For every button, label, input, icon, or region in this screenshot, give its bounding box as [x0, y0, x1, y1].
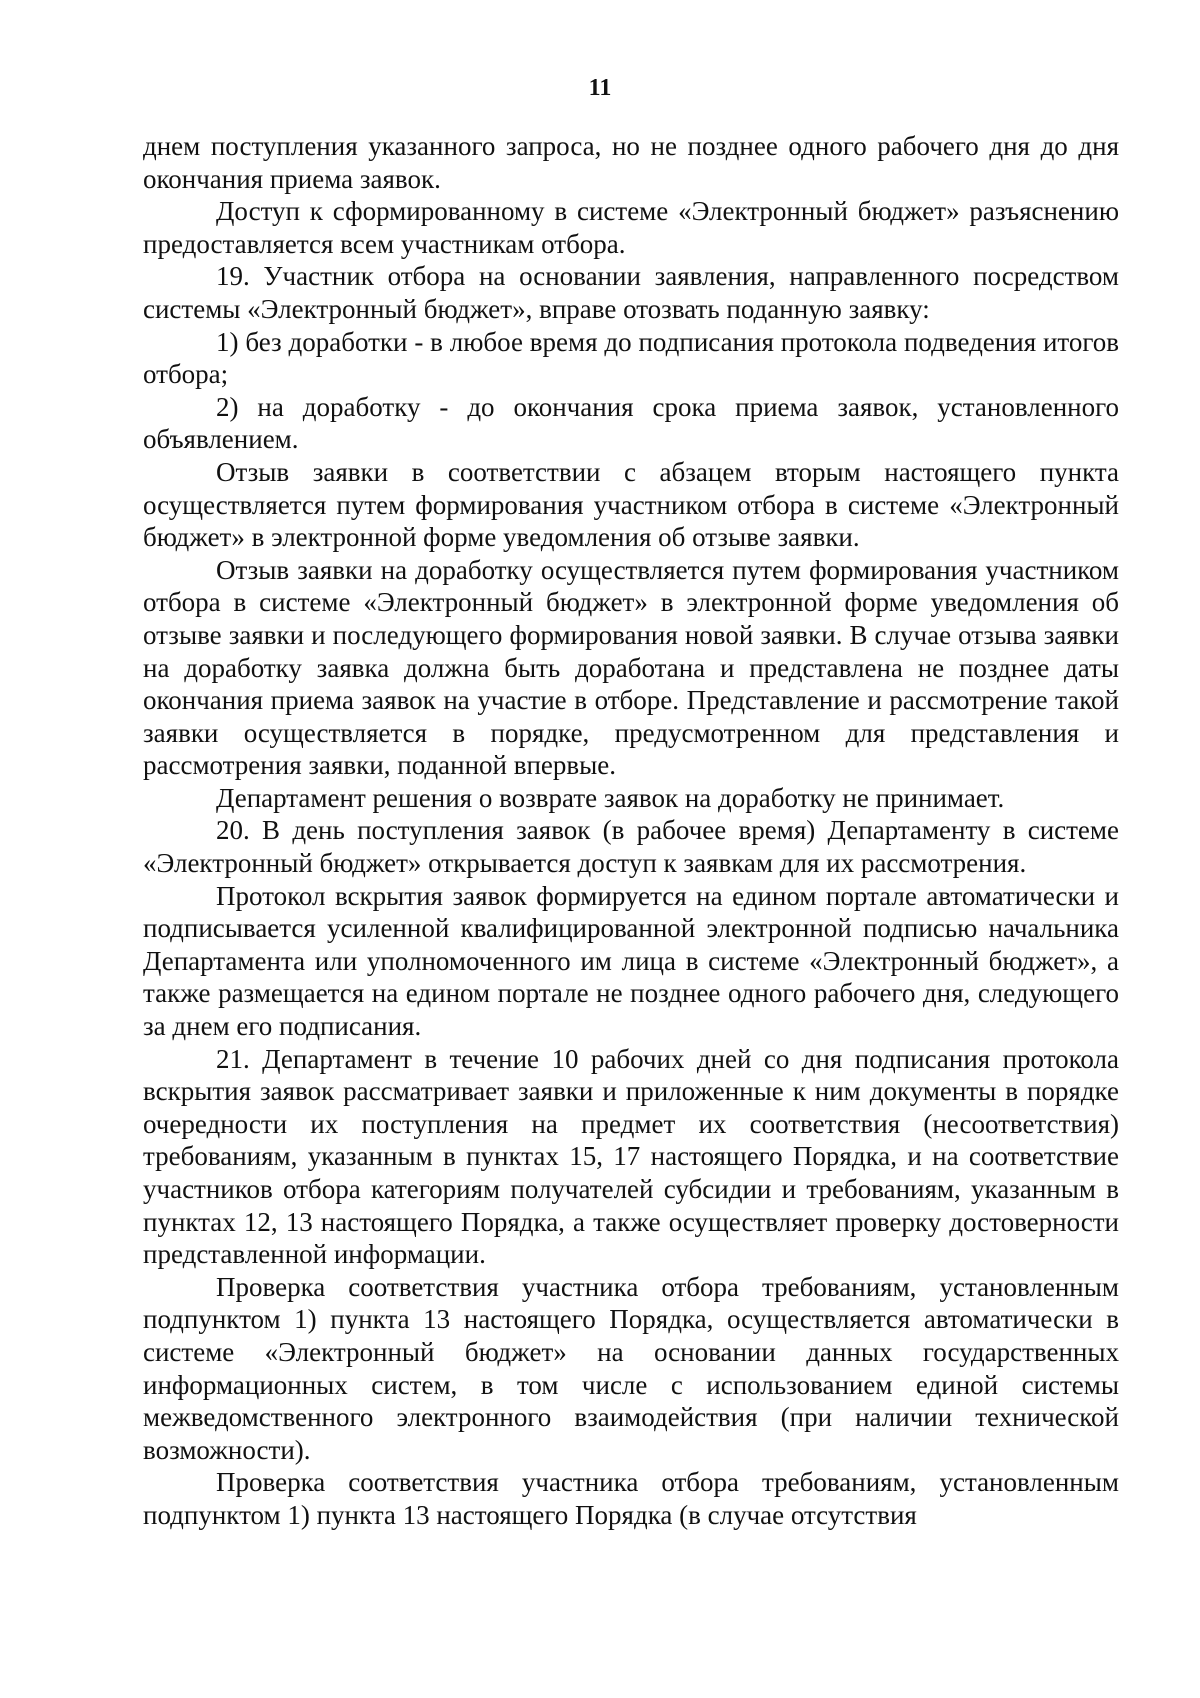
- paragraph-automatic-check: Проверка соответствия участника отбора требованиям, установленным подпунктом 1) пункта 13 настоящего Порядка, осуществляется автоматически в системе «Электронный бюджет» на основании данных государственных информационных систем, в том числе с использованием единой системы межведомственного электронного взаимодействия (при наличии технической возможности).: [143, 1271, 1119, 1465]
- paragraph-subitem-2: 2) на доработку - до окончания срока приема заявок, установленного объявлением.: [143, 391, 1119, 455]
- paragraph-no-return: Департамент решения о возврате заявок на доработку не принимает.: [216, 782, 1005, 813]
- page-number: 11: [588, 75, 612, 101]
- paragraph-item-19: 19. Участник отбора на основании заявления, направленного посредством системы «Электронный бюджет», вправе отозвать поданную заявку:: [143, 261, 1119, 324]
- paragraph-continuation: днем поступления указанного запроса, но не позднее одного рабочего дня до дня окончания приема заявок.: [143, 131, 1119, 194]
- paragraph-subitem-1: 1) без доработки - в любое время до подписания протокола подведения итогов отбора;: [143, 326, 1119, 390]
- paragraph-item-20: 20. В день поступления заявок (в рабочее время) Департаменту в системе «Электронный бюджет» открывается доступ к заявкам для их рассмотрения.: [143, 815, 1119, 879]
- document-body: [143, 130, 1119, 1532]
- paragraph-manual-check: Проверка соответствия участника отбора требованиям, установленным подпунктом 1) пункта 13 настоящего Порядка (в случае отсутствия: [143, 1467, 1119, 1530]
- paragraph-clarification-access: Доступ к сформированному в системе «Электронный бюджет» разъяснению предоставляется всем участникам отбора.: [143, 196, 1119, 259]
- paragraph-item-21: 21. Департамент в течение 10 рабочих дней со дня подписания протокола вскрытия заявок рассматривает заявки и приложенные к ним документы в порядке очередности их поступления на предмет их соответствия (несоответствия) требованиям, указанным в пунктах 15, 17 настоящего Порядка, и на соответствие участников отбора категориям получателей субсидии и требованиям, указанным в пунктах 12, 13 настоящего Порядка, а также осуществляет проверку достоверности представленной информации.: [143, 1043, 1119, 1270]
- paragraph-opening-protocol: Протокол вскрытия заявок формируется на едином портале автоматически и подписывается усиленной квалифицированной электронной подписью начальника Департамента или уполномоченного им лица в системе «Электронный бюджет», а также размещается на едином портале не позднее одного рабочего дня, следующего за днем его подписания.: [143, 880, 1119, 1042]
- paragraph-withdrawal-revision: Отзыв заявки на доработку осуществляется путем формирования участником отбора в системе «Электронный бюджет» в электронной форме уведомления об отзыве заявки и последующего формирования новой заявки. В случае отзыва заявки на доработку заявка должна быть доработана и представлена не позднее даты окончания приема заявок на участие в отборе. Представление и рассмотрение такой заявки осуществляется в порядке, предусмотренном для представления и рассмотрения заявки, поданной впервые.: [143, 554, 1119, 781]
- paragraph-withdrawal: Отзыв заявки в соответствии с абзацем вторым настоящего пункта осуществляется путем формирования участником отбора в системе «Электронный бюджет» в электронной форме уведомления об отзыве заявки.: [143, 456, 1119, 553]
